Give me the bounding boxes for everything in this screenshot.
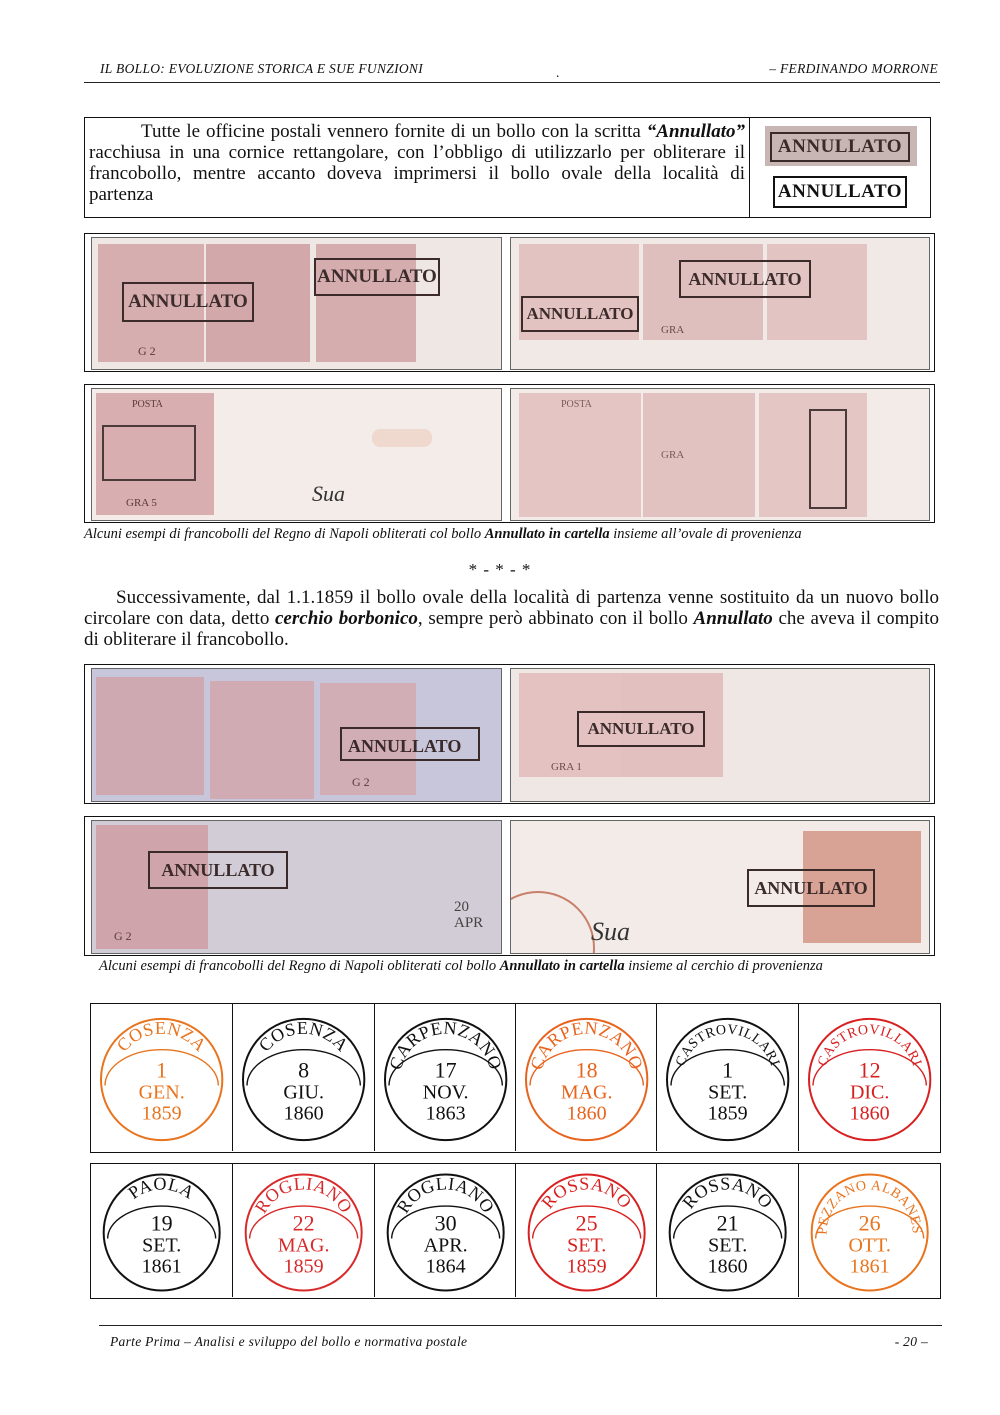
postmark-rossano xyxy=(516,1164,657,1297)
intro-term: “Annullato” xyxy=(646,121,745,142)
postmark-month: NOV. xyxy=(422,1081,469,1104)
handwritten-note: Sua xyxy=(312,481,345,506)
intro-paragraph xyxy=(89,121,745,205)
stamp-posta-label: POSTA xyxy=(561,399,592,410)
postmark-day: 19 xyxy=(150,1210,173,1236)
gallery1-row2 xyxy=(84,384,935,523)
postmark-month: SET. xyxy=(567,1234,607,1257)
postmark-year: 1864 xyxy=(425,1255,466,1278)
postmark-year: 1860 xyxy=(849,1102,890,1125)
postmark-day: 25 xyxy=(575,1210,598,1236)
gallery2-caption xyxy=(99,958,823,975)
postmark-town: CARPENZANO xyxy=(526,1017,648,1073)
gallery2-row2 xyxy=(84,816,935,956)
postmark-carpenzano xyxy=(516,1004,657,1151)
postmark-town: PEZZANO ALBANES xyxy=(815,1178,924,1236)
postmark-town: CASTROVILLARI xyxy=(673,1022,783,1069)
annullato-stamp-text-1: ANNULLATO xyxy=(770,132,910,162)
running-header-author: – FERDINANDO MORRONE xyxy=(769,61,938,76)
body-text: , sempre però abbinato con il bollo xyxy=(417,608,694,629)
gallery1-photo-4 xyxy=(510,388,930,521)
postmark-rossano xyxy=(657,1164,798,1297)
annullato-cancel: ANNULLATO xyxy=(340,727,480,761)
postmark-year: 1859 xyxy=(566,1255,607,1278)
postmark-cell xyxy=(91,1164,232,1297)
postmark-month: GEN. xyxy=(138,1081,185,1104)
stamp-image xyxy=(96,677,204,795)
postmark-cell xyxy=(374,1164,515,1297)
postmark-day: 21 xyxy=(716,1210,739,1236)
postmark-month: APR. xyxy=(423,1234,468,1257)
gallery1-caption xyxy=(84,526,802,543)
postmark-year: 1859 xyxy=(141,1102,182,1125)
postmark-day: 18 xyxy=(575,1057,598,1083)
postmark-castrovillari xyxy=(799,1004,940,1151)
red-trace xyxy=(372,429,432,447)
postmark-cosenza xyxy=(91,1004,232,1151)
body-emphasis: cerchio borbonico xyxy=(275,608,418,629)
postmark-month: OTT. xyxy=(848,1234,891,1257)
postmark-carpenzano xyxy=(375,1004,516,1151)
postmark-spezzano-albanese xyxy=(799,1164,940,1297)
handwritten-note: Sua xyxy=(591,917,630,946)
annullato-cancel: ANNULLATO xyxy=(521,296,639,332)
stamp-value: GRA 5 xyxy=(126,497,157,509)
postmark-cell xyxy=(515,1164,656,1297)
annullato-cancel: ANNULLATO xyxy=(679,260,811,298)
postmark-month: GIU. xyxy=(283,1081,325,1104)
postmark-paola xyxy=(91,1164,232,1297)
postmark-day: 12 xyxy=(858,1057,881,1083)
annullato-cancel: ANNULLATO xyxy=(148,851,288,889)
stamp-value: GRA xyxy=(661,449,685,461)
postmark-month: SET. xyxy=(708,1081,748,1104)
postmark-rogliano xyxy=(233,1164,374,1297)
postmark-town: ROSSANO xyxy=(537,1173,636,1213)
body-paragraph xyxy=(84,587,939,650)
caption-emphasis: Annullato in cartella xyxy=(499,958,625,974)
postmark-month: MAG. xyxy=(278,1234,330,1257)
postmark-cell xyxy=(232,1004,373,1151)
postmark-month: MAG. xyxy=(560,1081,613,1104)
annullato-cancel: ANNULLATO xyxy=(747,869,875,907)
stamp-posta-label: POSTA xyxy=(132,399,163,410)
postmark-cosenza xyxy=(233,1004,374,1151)
stamp-value: GRA 1 xyxy=(551,761,582,773)
body-text: Successivamente, dal 1.1.1859 il bollo ovale della località di partenza venne sostituito da un nuovo bollo circolare con data, detto xyxy=(84,587,939,629)
body-text: che aveva il compito di obliterare il francobollo. xyxy=(84,608,939,650)
postmark-row-2 xyxy=(90,1163,941,1299)
stamp-image xyxy=(210,681,314,799)
gallery2-row1 xyxy=(84,664,935,804)
postmark-town: ROSSANO xyxy=(678,1173,778,1213)
postmark-month: DIC. xyxy=(849,1081,890,1104)
stamp-value: G 2 xyxy=(352,775,370,789)
postmark-rogliano xyxy=(375,1164,516,1297)
postmark-town: PAOLA xyxy=(124,1173,199,1203)
postmark-year: 1863 xyxy=(425,1102,466,1125)
stamp-value: G 2 xyxy=(114,929,132,943)
intro-divider xyxy=(749,118,750,217)
postmark-day: 1 xyxy=(722,1057,734,1083)
intro-indent-text: Tutte le officine postali vennero fornite di un bollo con la scritta xyxy=(141,121,641,142)
annullato-stamp-drawing: ANNULLATO xyxy=(773,176,907,208)
stamp-value: G 2 xyxy=(138,344,156,358)
circular-postmark-fragment xyxy=(510,891,595,954)
gallery2-photo-1 xyxy=(91,668,502,802)
postmark-day: 26 xyxy=(858,1210,881,1236)
postmark-year: 1861 xyxy=(849,1255,890,1278)
postmark-town: ROGLIANO xyxy=(392,1173,499,1217)
postmark-day: 17 xyxy=(434,1057,457,1083)
caption-text: Alcuni esempi di francobolli del Regno di Napoli obliterati col bollo xyxy=(84,526,485,542)
postmark-year: 1860 xyxy=(566,1102,607,1125)
gallery2-photo-2 xyxy=(510,668,930,802)
postmark-month: SET. xyxy=(708,1234,748,1257)
postmark-town: CASTROVILLARI xyxy=(814,1022,924,1069)
postmark-town: CARPENZANO xyxy=(384,1017,506,1073)
body-emphasis: Annullato xyxy=(693,608,773,629)
postmark-year: 1861 xyxy=(141,1255,182,1278)
postmark-year: 1859 xyxy=(283,1255,324,1278)
annullato-cancel: ANNULLATO xyxy=(122,282,254,322)
gallery2-photo-3 xyxy=(91,820,502,954)
postmark-town: COSENZA xyxy=(254,1017,353,1056)
postmark-day: 1 xyxy=(156,1057,168,1083)
annullato-cancel: ANNULLATO xyxy=(314,258,440,296)
footer-rule xyxy=(99,1325,942,1326)
circular-postmark-fragment: 20 APR xyxy=(454,899,484,931)
stamp-image xyxy=(643,393,755,517)
stamp-value: GRA xyxy=(661,324,685,336)
postmark-cell xyxy=(656,1004,797,1151)
intro-rest: racchiusa in una cornice rettangolare, con l’obbligo di utilizzarlo per obliterare il francobollo, mentre accanto doveva imprimersi il bollo ovale della località di partenza xyxy=(89,142,745,205)
postmark-cell xyxy=(91,1004,232,1151)
caption-text: insieme al cerchio di provenienza xyxy=(624,958,823,974)
postmark-castrovillari xyxy=(657,1004,798,1151)
annullato-cancel: ANNULLATO xyxy=(577,711,705,747)
caption-text: insieme all’ovale di provenienza xyxy=(609,526,802,542)
postmark-day: 8 xyxy=(298,1057,310,1083)
postmark-month: SET. xyxy=(142,1234,182,1257)
intro-box xyxy=(84,117,931,218)
postmark-day: 22 xyxy=(292,1210,315,1236)
postmark-row-1 xyxy=(90,1003,941,1153)
section-separator: * - * - * xyxy=(468,560,532,579)
postmark-cell xyxy=(515,1004,656,1151)
footer-section-title: Parte Prima – Analisi e sviluppo del bollo e normativa postale xyxy=(110,1334,468,1349)
gallery1-photo-2 xyxy=(510,237,930,370)
header-rule xyxy=(84,82,940,83)
postmark-year: 1860 xyxy=(283,1102,324,1125)
postmark-cell xyxy=(798,1164,939,1297)
stamp-image xyxy=(519,393,641,517)
gallery2-photo-4 xyxy=(510,820,930,954)
postmark-day: 30 xyxy=(434,1210,457,1236)
header-dot: . xyxy=(556,65,560,80)
annullato-cancel xyxy=(809,409,847,509)
caption-emphasis: Annullato in cartella xyxy=(484,526,610,542)
gallery1-row1 xyxy=(84,233,935,372)
postmark-town: COSENZA xyxy=(112,1017,211,1056)
gallery1-photo-3 xyxy=(91,388,502,521)
postmark-cell xyxy=(374,1004,515,1151)
annullato-cancel xyxy=(102,425,196,481)
postmark-town: ROGLIANO xyxy=(251,1173,357,1217)
caption-text: Alcuni esempi di francobolli del Regno di Napoli obliterati col bollo xyxy=(99,958,500,974)
postmark-cell xyxy=(232,1164,373,1297)
postmark-year: 1859 xyxy=(707,1102,748,1125)
gallery1-photo-1 xyxy=(91,237,502,370)
postmark-cell xyxy=(656,1164,797,1297)
page-number: - 20 – xyxy=(894,1334,928,1349)
postmark-cell xyxy=(798,1004,939,1151)
annullato-stamp-photo xyxy=(765,126,917,166)
running-header-title: IL BOLLO: EVOLUZIONE STORICA E SUE FUNZIONI xyxy=(100,61,424,76)
postmark-year: 1860 xyxy=(707,1255,748,1278)
